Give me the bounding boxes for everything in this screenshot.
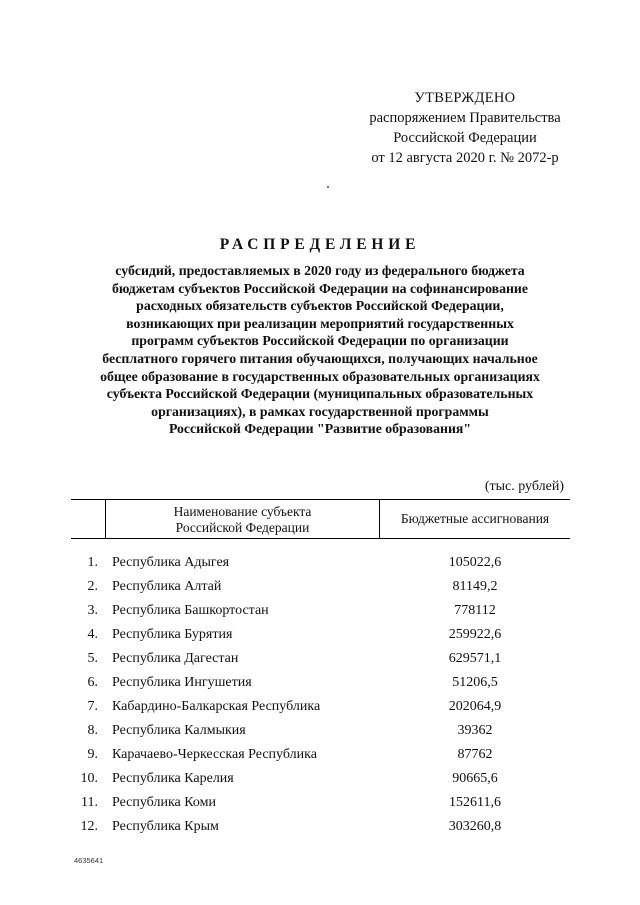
table-header <box>71 499 570 539</box>
subtitle-line: бюджетам субъектов Российской Федерации на софинансирование <box>111 280 528 296</box>
row-budget-value: 259922,6 <box>448 627 502 642</box>
document-heading: РАСПРЕДЕЛЕНИЕ <box>219 236 421 253</box>
scan-dot <box>327 186 329 188</box>
row-subject-name: Республика Бурятия <box>112 627 233 642</box>
row-number: 8. <box>87 723 98 738</box>
row-budget-value: 105022,6 <box>448 555 502 570</box>
table-row <box>0 649 640 673</box>
row-number: 2. <box>87 579 98 594</box>
units-label: (тыс. рублей) <box>484 479 564 494</box>
row-subject-name: Кабардино-Балкарская Республика <box>112 699 321 714</box>
header-subject-name-line: Российской Федерации <box>175 520 310 535</box>
row-budget-value: 51206,5 <box>452 675 498 690</box>
row-number: 3. <box>87 603 98 618</box>
row-number: 10. <box>80 771 98 786</box>
table-row <box>0 697 640 721</box>
row-number: 1. <box>87 555 98 570</box>
row-subject-name: Республика Адыгея <box>112 555 230 570</box>
row-number: 9. <box>87 747 98 762</box>
row-number: 6. <box>87 675 98 690</box>
header-budget: Бюджетные ассигнования <box>400 511 550 526</box>
row-budget-value: 629571,1 <box>448 651 502 666</box>
row-subject-name: Республика Дагестан <box>112 651 239 666</box>
header-subject-name <box>106 504 379 536</box>
row-budget-value: 152611,6 <box>449 795 501 810</box>
subtitle-line: общее образование в государственных образовательных организациях <box>100 368 540 384</box>
document-subtitle <box>60 262 580 438</box>
table-row <box>0 553 640 577</box>
table-row <box>0 721 640 745</box>
approval-stamp <box>330 88 600 168</box>
table-row <box>0 625 640 649</box>
row-subject-name: Республика Крым <box>112 819 219 834</box>
document-code: 4635641 <box>74 856 104 865</box>
table-row <box>0 745 640 769</box>
row-budget-value: 303260,8 <box>448 819 502 834</box>
subtitle-line: организациях), в рамках государственной программы <box>151 403 489 419</box>
subtitle-line: возникающих при реализации мероприятий государственных <box>126 315 514 331</box>
row-subject-name: Республика Ингушетия <box>112 675 252 690</box>
row-number: 11. <box>81 795 98 810</box>
table-row <box>0 793 640 817</box>
table-row <box>0 601 640 625</box>
row-subject-name: Карачаево-Черкесская Республика <box>112 747 317 762</box>
row-number: 5. <box>87 651 98 666</box>
row-number: 4. <box>87 627 98 642</box>
row-subject-name: Республика Карелия <box>112 771 234 786</box>
subtitle-line: субъекта Российской Федерации (муниципальных образовательных <box>106 386 534 402</box>
row-budget-value: 81149,2 <box>452 579 498 594</box>
row-subject-name: Республика Калмыкия <box>112 723 246 738</box>
row-budget-value: 202064,9 <box>448 699 502 714</box>
row-budget-value: 90665,6 <box>452 771 498 786</box>
row-subject-name: Республика Башкортостан <box>112 603 269 618</box>
table-row <box>0 817 640 841</box>
row-number: 12. <box>80 819 98 834</box>
header-subject-name-line: Наименование субъекта <box>173 504 312 519</box>
subtitle-line: расходных обязательств субъектов Российской Федерации, <box>136 298 504 314</box>
row-subject-name: Республика Коми <box>112 795 216 810</box>
row-budget-value: 778112 <box>454 603 496 618</box>
approval-line-1: распоряжением Правительства <box>369 110 561 126</box>
row-number: 7. <box>87 699 98 714</box>
subtitle-line: Российской Федерации "Развитие образования" <box>168 421 472 437</box>
approval-line-3: от 12 августа 2020 г. № 2072-р <box>371 150 559 166</box>
row-subject-name: Республика Алтай <box>112 579 222 594</box>
approval-title: УТВЕРЖДЕНО <box>414 90 516 106</box>
table-row <box>0 577 640 601</box>
approval-line-2: Российской Федерации <box>393 130 537 146</box>
table-row <box>0 769 640 793</box>
subtitle-line: субсидий, предоставляемых в 2020 году из федерального бюджета <box>115 263 525 278</box>
table-body <box>0 553 640 841</box>
row-budget-value: 87762 <box>457 747 493 762</box>
subtitle-line: бесплатного горячего питания обучающихся, получающих начальное <box>102 350 538 366</box>
row-budget-value: 39362 <box>457 723 493 738</box>
subtitle-line: программ субъектов Российской Федерации по организации <box>131 333 509 349</box>
table-row <box>0 673 640 697</box>
